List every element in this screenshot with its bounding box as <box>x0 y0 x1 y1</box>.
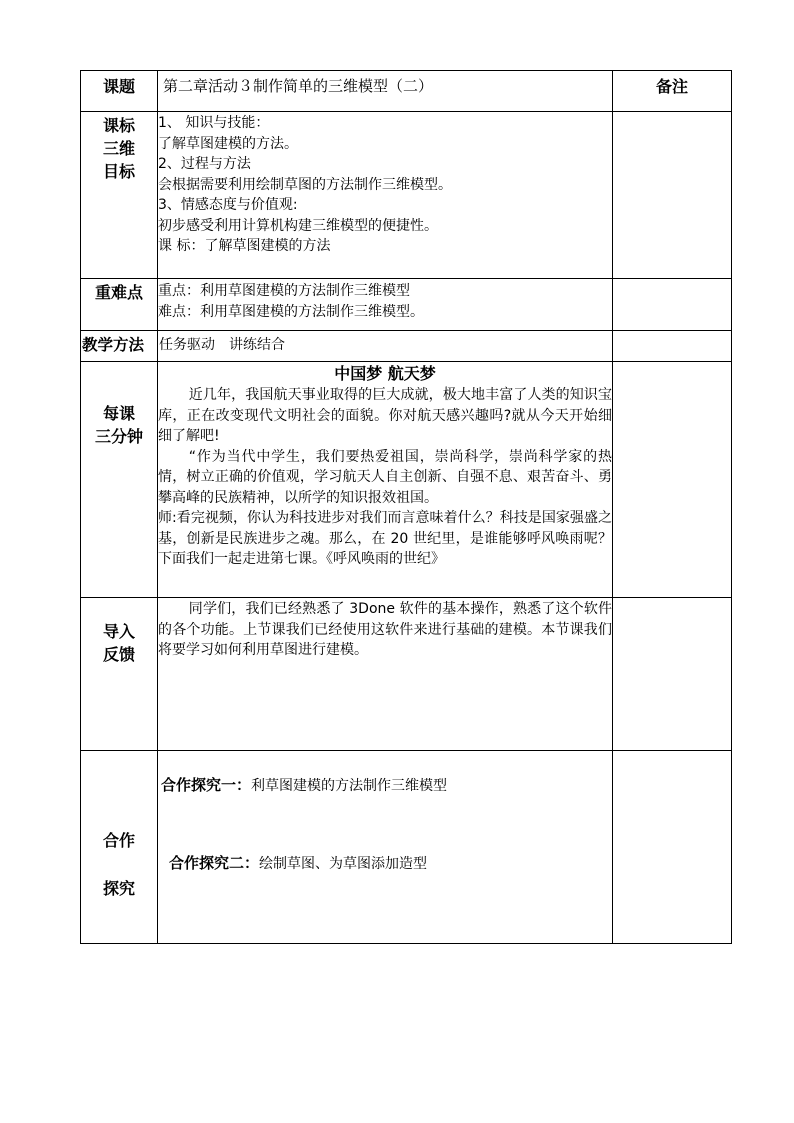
coop-item-2: 合作探究二：绘制草图、为草图添加造型 <box>169 853 428 872</box>
method-note <box>613 331 732 362</box>
method-row <box>81 331 732 362</box>
intro-row <box>81 598 732 751</box>
title-label: 课题 <box>81 71 158 112</box>
story-content <box>158 362 613 598</box>
intro-content: 同学们，我们已经熟悉了 3Done 软件的基本操作，熟悉了这个软件的各个功能。上节课我们已经使用这软件来进行基础的建模。本节课我们将要学习如何利用草图进行建模。 <box>158 598 613 751</box>
lesson-plan-table <box>80 70 732 944</box>
method-content: 任务驱动 讲练结合 <box>158 331 613 362</box>
key-note <box>613 279 732 331</box>
key-content: 重点：利用草图建模的方法制作三维模型 难点：利用草图建模的方法制作三维模型。 <box>158 279 613 331</box>
story-label: 每课 三分钟 <box>81 362 158 598</box>
story-note <box>613 362 732 598</box>
coop-content <box>158 751 613 944</box>
story-heading: 中国梦 航天梦 <box>334 364 436 383</box>
intro-label: 导入 反馈 <box>81 598 158 751</box>
note-header: 备注 <box>613 71 732 112</box>
goals-content: 1、 知识与技能： 了解草图建模的方法。 2、过程与方法 会根据需要利用绘制草图的方法制作三维模型。 3、情感态度与价值观: 初步感受利用计算机构建三维模型的便捷性。 课 标：了解草图建模的方法 <box>158 112 613 279</box>
story-paragraph: 近几年，我国航天事业取得的巨大成就，极大地丰富了人类的知识宝库，正在改变现代文明社会的面貌。你对航天感兴趣吗?就从今天开始细细了解吧! <box>158 387 612 444</box>
title-row <box>81 71 732 112</box>
story-paragraph: 师:看完视频，你认为科技进步对我们而言意味着什么？科技是国家强盛之基，创新是民族进步之魂。那么，在 20 世纪里，是谁能够呼风唤雨呢？下面我们一起走进第七课。《呼风唤雨的世纪》 <box>158 510 612 567</box>
story-paragraph: “作为当代中学生，我们要热爱祖国，崇尚科学，崇尚科学家的热情，树立正确的价值观，学习航天人自主创新、自强不息、艰苦奋斗、勇攀高峰的民族精神，以所学的知识报效祖国。 <box>158 448 612 506</box>
method-label: 教学方法 <box>81 331 158 362</box>
key-label: 重难点 <box>81 279 158 331</box>
title-content: 第二章活动３制作简单的三维模型（二） <box>158 71 613 112</box>
coop-item-1: 合作探究一：利草图建模的方法制作三维模型 <box>161 776 448 794</box>
coop-label: 合作 探究 <box>81 751 158 944</box>
coop-row <box>81 751 732 944</box>
key-row <box>81 279 732 331</box>
goals-row <box>81 112 732 279</box>
story-row <box>81 362 732 598</box>
goals-note <box>613 112 732 279</box>
coop-note <box>613 751 732 944</box>
intro-note <box>613 598 732 751</box>
goals-label: 课标 三维 目标 <box>81 112 158 279</box>
